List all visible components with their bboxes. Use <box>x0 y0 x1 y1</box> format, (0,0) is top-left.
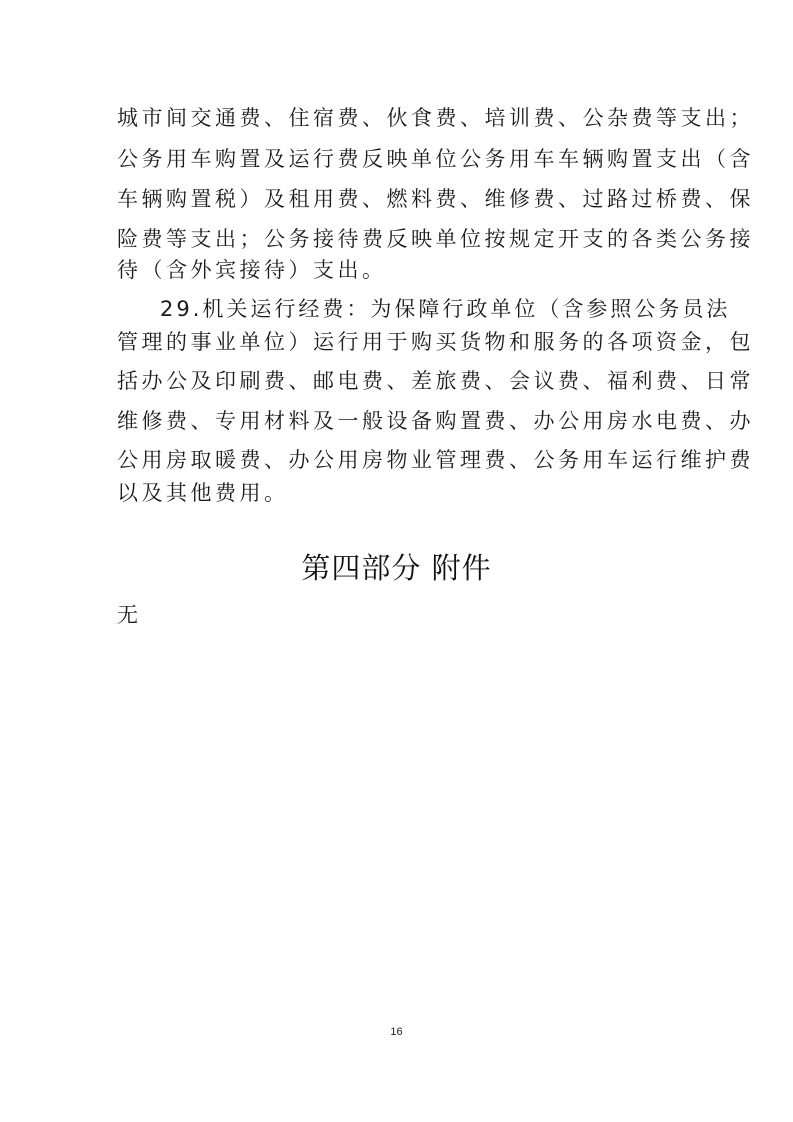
body-line-7: 管理的事业单位）运行用于购买货物和服务的各项资金，包 <box>117 330 754 354</box>
body-line-8: 括办公及印刷费、邮电费、差旅费、会议费、福利费、日常 <box>117 369 754 393</box>
body-line-9: 维修费、专用材料及一般设备购置费、办公用房水电费、办 <box>117 409 754 433</box>
body-line-3: 车辆购置税）及租用费、燃料费、维修费、过路过桥费、保 <box>117 187 754 211</box>
body-line-1: 城市间交通费、住宿费、伙食费、培训费、公杂费等支出； <box>117 106 754 130</box>
section-title: 第四部分 附件 <box>301 551 492 585</box>
body-line-6: 29.机关运行经费：为保障行政单位（含参照公务员法 <box>160 297 731 321</box>
body-line-10: 公用房取暖费、办公用房物业管理费、公务用车运行维护费 <box>117 448 754 472</box>
page-number: 16 <box>390 1026 403 1038</box>
section-body-text: 无 <box>117 603 138 627</box>
body-line-5: 待（含外宾接待）支出。 <box>117 258 387 282</box>
body-line-2: 公务用车购置及运行费反映单位公务用车车辆购置支出（含 <box>117 147 754 171</box>
body-line-11: 以及其他费用。 <box>117 481 289 505</box>
body-line-4: 险费等支出；公务接待费反映单位按规定开支的各类公务接 <box>117 227 754 251</box>
